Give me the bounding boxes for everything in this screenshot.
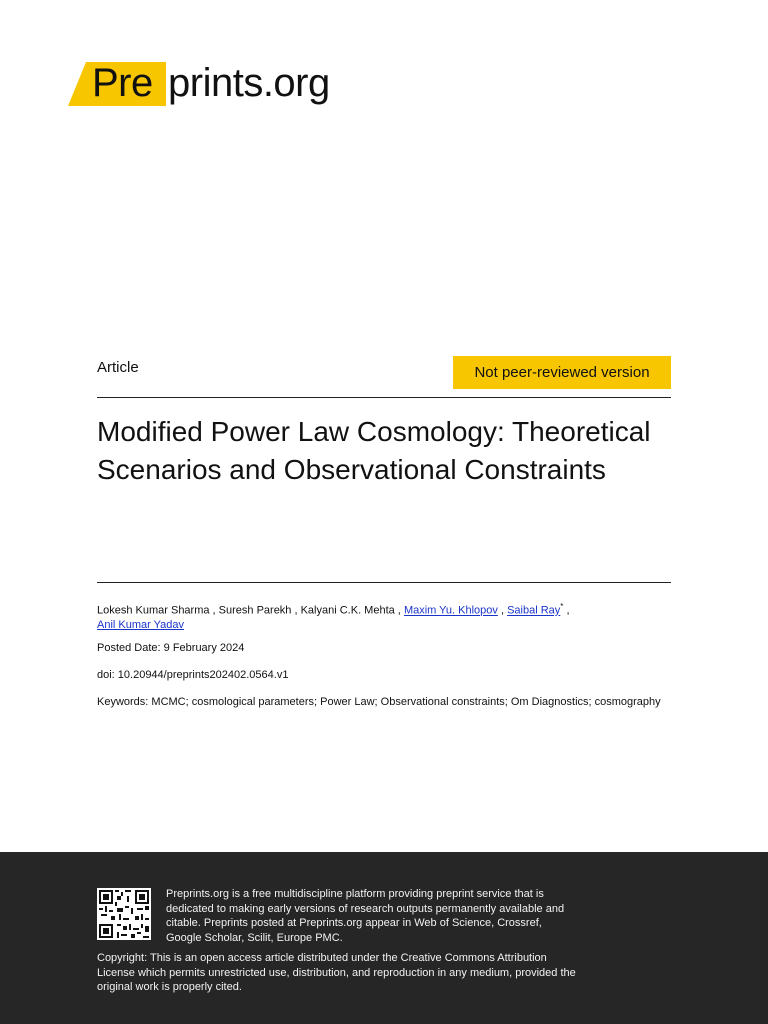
footer-about-text: Preprints.org is a free multidiscipline platform providing preprint service that is dedicated to making early versions of research outputs permanently available and citable. Preprints posted at Preprints.org appear in Web of Science, Crossref, Google Scholar, Scilit, Europe PMC. (166, 888, 565, 944)
corresponding-author-mark: * (560, 602, 564, 611)
article-type-label: Article (97, 359, 139, 376)
top-divider (97, 397, 671, 398)
author-link-yadav[interactable]: Anil Kumar Yadav (97, 618, 185, 631)
posted-date: Posted Date: 9 February 2024 (97, 642, 245, 654)
author-list (97, 600, 667, 632)
author-separator-2: , (563, 604, 570, 617)
keywords: Keywords: MCMC; cosmological parameters; Power Law; Observational constraints; Om Diagnostics; cosmography (97, 696, 661, 708)
footer-copyright-text: Copyright: This is an open access article distributed under the Creative Commons Attribution License which permits unrestricted use, distribution, and reproduction in any medium, provided the original work is properly cited. (97, 952, 576, 993)
logo-rest-text: prints.org (168, 61, 330, 105)
authors-divider (97, 582, 671, 583)
doi: doi: 10.20944/preprints202402.0564.v1 (97, 669, 289, 681)
author-link-ray[interactable]: Saibal Ray (507, 604, 561, 617)
qr-code-icon[interactable] (97, 888, 151, 940)
paper-title: Modified Power Law Cosmology: Theoretical Scenarios and Observational Constraints (97, 416, 651, 485)
peer-review-status-badge: Not peer-reviewed version (453, 356, 671, 389)
author-link-khlopov[interactable]: Maxim Yu. Khlopov (403, 604, 498, 617)
logo-pre-text: Pre (92, 61, 153, 105)
author-separator: , (497, 604, 508, 617)
authors-plain: Lokesh Kumar Sharma , Suresh Parekh , Kalyani C.K. Mehta , (97, 604, 401, 617)
